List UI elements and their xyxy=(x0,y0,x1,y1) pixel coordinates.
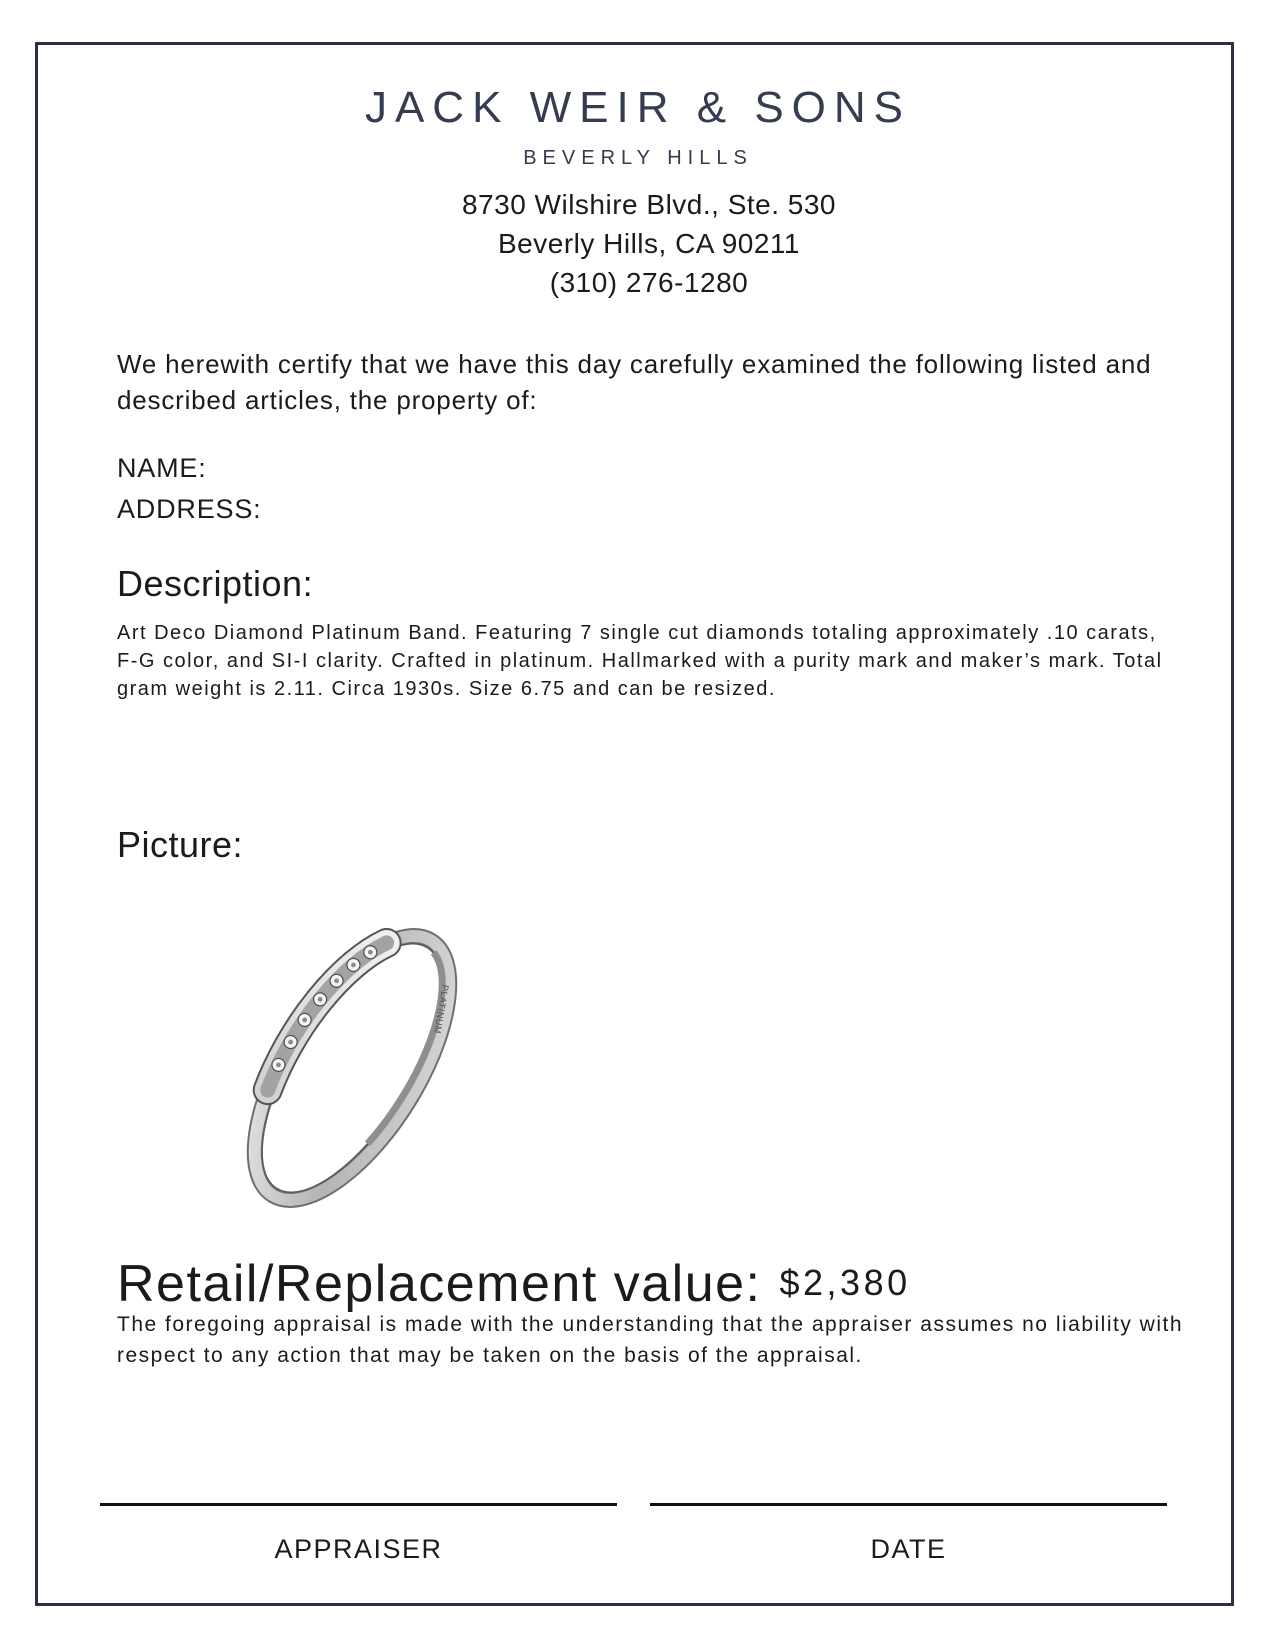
date-signature-line xyxy=(650,1503,1167,1506)
address-city: Beverly Hills, CA 90211 xyxy=(498,228,800,259)
picture-heading: Picture: xyxy=(117,824,244,865)
brand-name: JACK WEIR & SONS xyxy=(364,83,912,132)
address-street: 8730 Wilshire Blvd., Ste. 530 xyxy=(461,189,836,220)
ring-photo xyxy=(240,928,480,1218)
owner-details xyxy=(117,448,261,530)
valuation xyxy=(117,1254,911,1314)
date-label: DATE xyxy=(870,1534,947,1564)
description-text: Art Deco Diamond Platinum Band. Featuring 7 single cut diamonds totaling approximately .10 carats, F-G color, and SI-I clarity. Crafted in platinum. Hallmarked with a purity mark and maker’s mark. Total gram weight is 2.11. Circa 1930s. Size 6.75 and can be resized. xyxy=(117,622,1163,700)
owner-name-label: NAME: xyxy=(117,453,207,483)
store-address xyxy=(36,185,1262,302)
address-phone: (310) 276-1280 xyxy=(549,267,749,298)
ring-hallmark: PLATINUM xyxy=(432,984,451,1035)
owner-address-label: ADDRESS: xyxy=(117,494,262,524)
brand-location: BEVERLY HILLS xyxy=(523,147,753,169)
description-heading: Description: xyxy=(117,563,314,604)
appraiser-signature-line xyxy=(100,1503,617,1506)
ring-band xyxy=(240,928,480,1218)
valuation-amount: $2,380 xyxy=(779,1262,911,1303)
certification-statement: We herewith certify that we have this day carefully examined the following listed and described articles, the property of: xyxy=(117,349,1152,415)
valuation-label: Retail/Replacement value: xyxy=(117,1255,762,1313)
appraiser-label: APPRAISER xyxy=(274,1534,443,1564)
liability-disclaimer: The foregoing appraisal is made with the understanding that the appraiser assumes no liability with respect to any action that may be taken on the basis of the appraisal. xyxy=(117,1313,1184,1367)
